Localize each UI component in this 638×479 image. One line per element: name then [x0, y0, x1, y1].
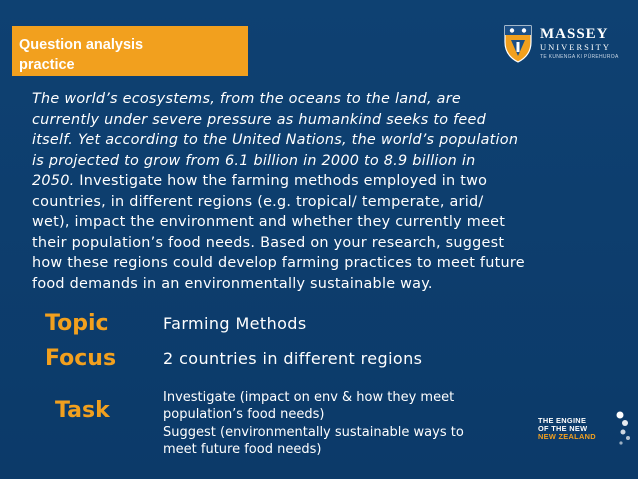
question-line: itself. Yet according to the United Nations, the world’s population: [32, 132, 519, 148]
focus-label: Focus: [45, 346, 117, 371]
question-line: food demands in an environmentally sustainable way.: [32, 275, 433, 292]
crest-icon: [502, 22, 534, 64]
section-tag-line1: Question analysis: [19, 37, 144, 53]
topic-value: Farming Methods: [163, 314, 307, 333]
question-line: countries, in different regions (e.g. tropical/ temperate, arid/: [32, 193, 484, 210]
question-line: is projected to grow from 6.1 billion in 2000 to 8.9 billion in: [32, 152, 476, 169]
task-line: Suggest (environmentally sustainable ways to: [163, 424, 464, 440]
engine-line1: THE ENGINE: [538, 416, 587, 425]
logo-name: MASSEY: [540, 26, 609, 42]
question-line: currently under severe pressure as humankind seeks to feed: [32, 111, 487, 128]
logo-motto: TE KUNENGA KI PŪREHUROA: [540, 54, 619, 60]
question-year: 2050.: [32, 173, 75, 189]
question-line-rest: Investigate how the farming methods employed in two: [74, 173, 488, 189]
task-label: Task: [55, 398, 110, 423]
engine-logo: [538, 411, 634, 456]
focus-value: 2 countries in different regions: [163, 349, 423, 368]
question-line: their population’s food needs. Based on your research, suggest: [32, 234, 505, 251]
task-value: [163, 389, 464, 459]
logo-sub: UNIVERSITY: [540, 42, 611, 52]
task-line: meet future food needs): [163, 442, 322, 458]
massey-university-logo: [502, 22, 632, 66]
engine-line2: OF THE NEW: [538, 424, 588, 433]
question-line: [32, 171, 632, 192]
dots-icon: [594, 411, 634, 455]
engine-line3: NEW ZEALAND: [538, 432, 596, 441]
question-line: The world’s ecosystems, from the oceans to the land, are: [32, 91, 462, 107]
question-line: wet), impact the environment and whether they currently meet: [32, 214, 506, 230]
section-tag-line2: practice: [19, 57, 75, 73]
question-text: [32, 89, 632, 294]
task-line: Investigate (impact on env & how they meet: [163, 390, 455, 405]
task-line: population’s food needs): [163, 407, 325, 423]
section-tag: [12, 26, 248, 76]
question-line: how these regions could develop farming practices to meet future: [32, 255, 525, 271]
topic-label: Topic: [45, 311, 109, 336]
